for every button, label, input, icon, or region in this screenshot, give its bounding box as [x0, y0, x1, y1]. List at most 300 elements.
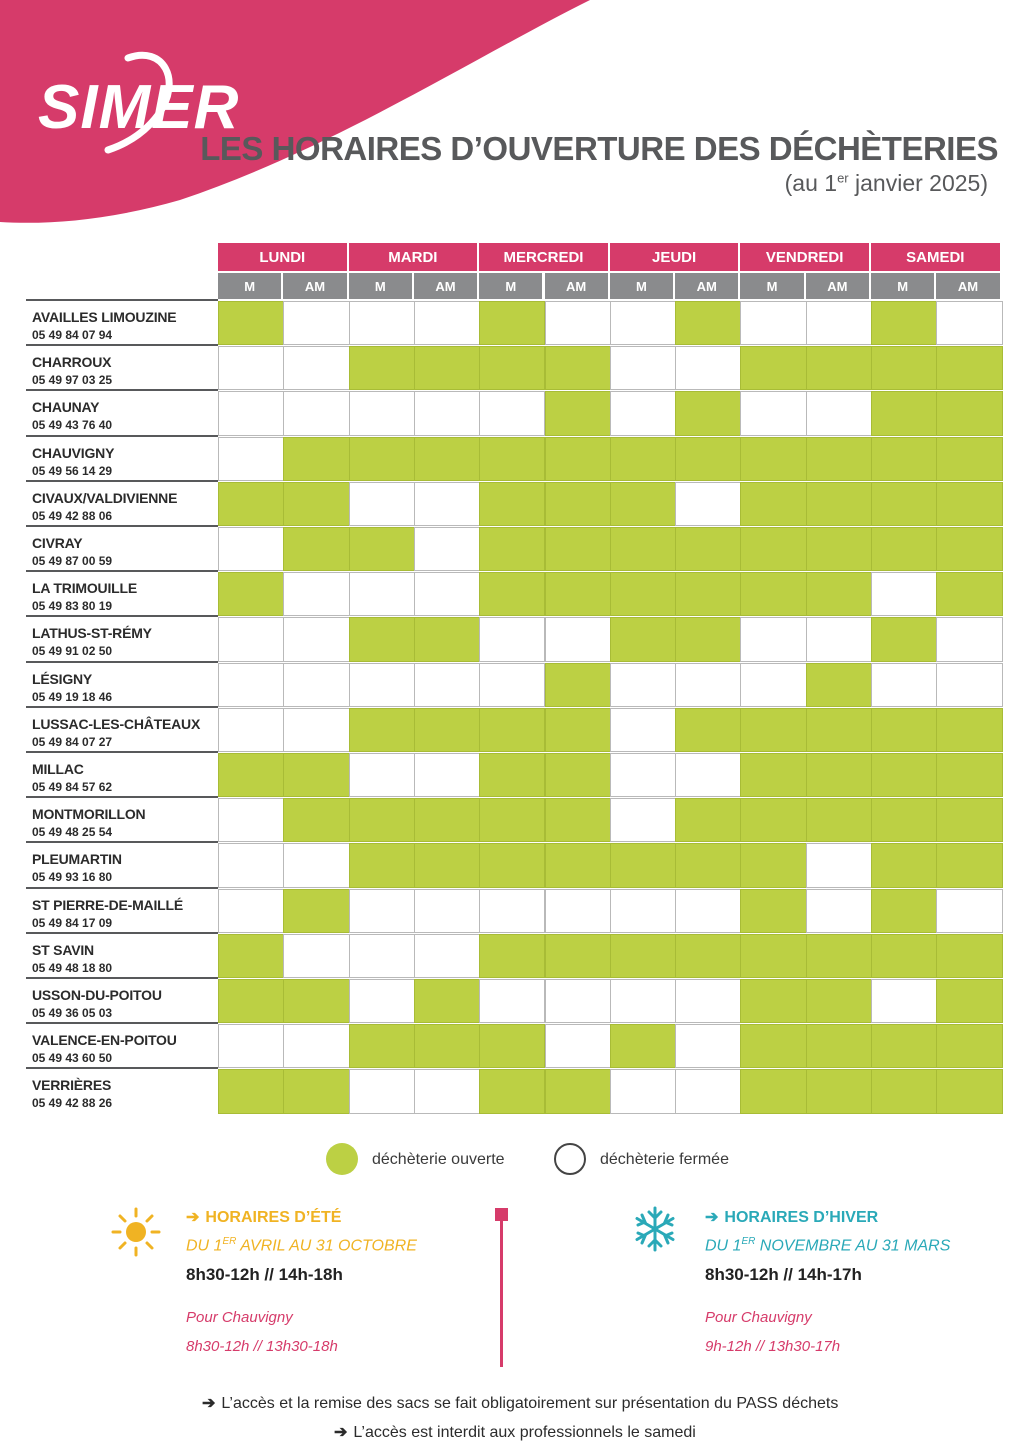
open-slot-cell	[218, 979, 284, 1023]
simer-logo: SIMER	[38, 73, 240, 142]
closed-slot-cell	[806, 301, 872, 345]
closed-slot-cell	[218, 708, 284, 752]
location-label	[26, 299, 218, 344]
closed-slot-cell	[871, 572, 937, 616]
open-slot-cell	[675, 708, 741, 752]
closed-slot-cell	[414, 301, 480, 345]
location-label	[26, 977, 218, 1022]
open-slot-cell	[479, 301, 545, 345]
open-slot-cell	[349, 527, 415, 571]
open-slot-cell	[806, 1024, 872, 1068]
open-slot-cell	[936, 437, 1002, 481]
open-slot-cell	[936, 527, 1002, 571]
location-label	[26, 796, 218, 841]
closed-slot-cell	[479, 617, 545, 661]
open-slot-cell	[675, 798, 741, 842]
open-slot-cell	[283, 527, 349, 571]
location-label	[26, 435, 218, 480]
closed-slot-cell	[610, 346, 676, 390]
closed-slot-cell	[675, 482, 741, 526]
closed-slot-cell	[936, 301, 1002, 345]
open-slot-cell	[283, 482, 349, 526]
closed-slot-cell	[283, 346, 349, 390]
open-slot-cell	[414, 617, 480, 661]
slot-header: M	[740, 273, 805, 299]
closed-slot-cell	[218, 527, 284, 571]
subtitle-prefix: (au 1	[784, 170, 838, 196]
closed-slot-cell	[414, 934, 480, 978]
open-slot-cell	[936, 798, 1002, 842]
sun-icon	[110, 1206, 162, 1258]
open-slot-cell	[740, 572, 806, 616]
open-slot-cell	[936, 843, 1002, 887]
open-slot-cell	[479, 708, 545, 752]
slot-header: M	[479, 273, 544, 299]
location-name: AVAILLES LIMOUZINE	[32, 309, 177, 325]
location-phone: 05 49 42 88 06	[32, 508, 113, 523]
open-slot-cell	[218, 1069, 284, 1113]
footer-line-2	[334, 1422, 696, 1442]
location-label	[26, 344, 218, 389]
open-slot-cell	[675, 437, 741, 481]
open-slot-cell	[806, 437, 872, 481]
location-name: CHAUVIGNY	[32, 444, 115, 461]
open-slot-cell	[479, 527, 545, 571]
closed-slot-cell	[349, 753, 415, 797]
open-slot-cell	[610, 617, 676, 661]
open-slot-cell	[806, 979, 872, 1023]
summer-dates	[186, 1236, 417, 1255]
summer-dates-prefix: DU 1	[186, 1237, 223, 1255]
location-name: CHARROUX	[32, 354, 112, 371]
location-phone: 05 49 87 00 59	[32, 554, 113, 568]
open-slot-cell	[610, 437, 676, 481]
open-slot-cell	[349, 1024, 415, 1068]
open-slot-cell	[610, 1024, 676, 1068]
open-slot-cell	[479, 572, 545, 616]
open-slot-cell	[936, 708, 1002, 752]
open-slot-cell	[283, 889, 349, 933]
closed-slot-cell	[675, 1069, 741, 1113]
location-label	[26, 1067, 218, 1112]
open-slot-cell	[349, 708, 415, 752]
open-slot-cell	[545, 572, 611, 616]
closed-slot-cell	[283, 708, 349, 752]
slot-header: M	[610, 273, 675, 299]
open-slot-cell	[740, 437, 806, 481]
location-name: CIVAUX/VALDIVIENNE	[32, 489, 178, 506]
closed-slot-cell	[218, 663, 284, 707]
open-slot-cell	[414, 346, 480, 390]
closed-slot-cell	[479, 979, 545, 1023]
closed-slot-cell	[871, 979, 937, 1023]
footer-line-1-text: L’accès et la remise des sacs se fait obligatoirement sur présentation du PASS déchets	[221, 1395, 839, 1412]
location-phone: 05 49 42 88 26	[32, 1096, 113, 1111]
closed-slot-cell	[218, 617, 284, 661]
location-phone: 05 49 83 80 19	[32, 599, 113, 614]
location-name: ST SAVIN	[32, 941, 94, 958]
location-label	[26, 932, 218, 977]
closed-slot-cell	[740, 301, 806, 345]
footer-arrow-icon-1: ➔	[202, 1395, 216, 1412]
closed-slot-cell	[283, 572, 349, 616]
footer-arrow-icon-2: ➔	[334, 1424, 348, 1441]
open-slot-cell	[936, 753, 1002, 797]
open-slot-cell	[479, 1069, 545, 1113]
winter-hours: 8h30-12h // 14h-17h	[705, 1265, 862, 1284]
open-slot-cell	[871, 301, 937, 345]
closed-slot-cell	[740, 391, 806, 435]
winter-arrow-icon: ➔	[705, 1209, 719, 1226]
location-label	[26, 706, 218, 751]
slot-header: M	[871, 273, 936, 299]
open-slot-cell	[414, 708, 480, 752]
closed-slot-cell	[936, 617, 1002, 661]
closed-slot-cell	[479, 889, 545, 933]
closed-slot-cell	[414, 527, 480, 571]
summer-dates-sup: ER	[222, 1236, 237, 1247]
open-slot-cell	[479, 843, 545, 887]
summer-title	[186, 1207, 341, 1227]
open-slot-cell	[545, 391, 611, 435]
open-slot-cell	[806, 663, 872, 707]
closed-slot-cell	[283, 391, 349, 435]
location-phone: 05 49 84 57 62	[32, 780, 113, 794]
location-phone: 05 49 48 25 54	[32, 825, 113, 840]
closed-slot-cell	[414, 572, 480, 616]
closed-slot-cell	[349, 482, 415, 526]
closed-slot-cell	[675, 753, 741, 797]
closed-slot-cell	[349, 979, 415, 1023]
closed-slot-cell	[610, 391, 676, 435]
location-name: LATHUS-ST-RÉMY	[32, 625, 152, 642]
open-slot-cell	[871, 889, 937, 933]
open-slot-cell	[806, 798, 872, 842]
slot-header: AM	[806, 273, 871, 299]
location-phone: 05 49 48 18 80	[32, 960, 113, 975]
closed-slot-cell	[610, 1069, 676, 1113]
open-slot-cell	[218, 572, 284, 616]
location-name: LUSSAC-LES-CHÂTEAUX	[32, 715, 201, 732]
legend-open-dot	[326, 1143, 358, 1175]
closed-slot-cell	[610, 889, 676, 933]
closed-slot-cell	[610, 798, 676, 842]
open-slot-cell	[479, 934, 545, 978]
location-phone: 05 49 91 02 50	[32, 644, 113, 659]
location-label	[26, 841, 218, 886]
open-slot-cell	[806, 527, 872, 571]
open-slot-cell	[740, 934, 806, 978]
closed-slot-cell	[675, 346, 741, 390]
location-label	[26, 389, 218, 434]
winter-dates-suffix: NOVEMBRE AU 31 MARS	[755, 1237, 951, 1255]
location-phone: 05 49 84 17 09	[32, 915, 113, 930]
location-name: VERRIÈRES	[32, 1077, 112, 1094]
closed-slot-cell	[806, 843, 872, 887]
day-header: MARDI	[349, 243, 480, 271]
open-slot-cell	[806, 482, 872, 526]
open-slot-cell	[545, 663, 611, 707]
open-slot-cell	[610, 934, 676, 978]
day-header: VENDREDI	[740, 243, 871, 271]
open-slot-cell	[218, 753, 284, 797]
closed-slot-cell	[479, 391, 545, 435]
open-slot-cell	[675, 572, 741, 616]
location-name: ST PIERRE-DE-MAILLÉ	[32, 896, 183, 913]
closed-slot-cell	[283, 1024, 349, 1068]
legend-closed-label: déchèterie fermée	[600, 1151, 729, 1168]
slot-header: AM	[283, 273, 348, 299]
closed-slot-cell	[349, 572, 415, 616]
open-slot-cell	[936, 346, 1002, 390]
open-slot-cell	[871, 391, 937, 435]
season-divider-cap	[495, 1208, 508, 1221]
page-subtitle	[785, 170, 988, 197]
open-slot-cell	[806, 1069, 872, 1113]
open-slot-cell	[740, 482, 806, 526]
open-slot-cell	[871, 934, 937, 978]
location-phone: 05 49 84 07 27	[32, 734, 113, 749]
footer-line-2-text: L’accès est interdit aux professionnels le samedi	[353, 1424, 696, 1441]
winter-title	[705, 1207, 878, 1227]
location-label	[26, 1022, 218, 1067]
closed-slot-cell	[283, 843, 349, 887]
closed-slot-cell	[936, 889, 1002, 933]
slot-header: AM	[936, 273, 1001, 299]
open-slot-cell	[218, 482, 284, 526]
location-name: VALENCE-EN-POITOU	[32, 1032, 177, 1049]
day-header: JEUDI	[610, 243, 741, 271]
open-slot-cell	[871, 1069, 937, 1113]
location-label	[26, 661, 218, 706]
open-slot-cell	[871, 617, 937, 661]
open-slot-cell	[675, 617, 741, 661]
open-slot-cell	[414, 1024, 480, 1068]
location-name: MILLAC	[32, 761, 84, 777]
location-label	[26, 751, 218, 796]
open-slot-cell	[545, 482, 611, 526]
open-slot-cell	[349, 437, 415, 481]
winter-note-label: Pour Chauvigny	[705, 1309, 812, 1326]
summer-hours: 8h30-12h // 14h-18h	[186, 1265, 343, 1284]
closed-slot-cell	[806, 391, 872, 435]
location-label	[26, 480, 218, 525]
open-slot-cell	[675, 934, 741, 978]
location-phone: 05 49 84 07 94	[32, 328, 113, 342]
location-label	[26, 887, 218, 932]
winter-title-text: HORAIRES D’HIVER	[724, 1209, 879, 1226]
open-slot-cell	[871, 437, 937, 481]
summer-title-text: HORAIRES D’ÉTÉ	[205, 1209, 342, 1226]
open-slot-cell	[936, 391, 1002, 435]
open-slot-cell	[740, 889, 806, 933]
closed-slot-cell	[218, 1024, 284, 1068]
closed-slot-cell	[610, 663, 676, 707]
closed-slot-cell	[675, 1024, 741, 1068]
open-slot-cell	[414, 979, 480, 1023]
closed-slot-cell	[218, 391, 284, 435]
open-slot-cell	[545, 346, 611, 390]
closed-slot-cell	[349, 301, 415, 345]
day-header: SAMEDI	[871, 243, 1002, 271]
open-slot-cell	[610, 843, 676, 887]
closed-slot-cell	[349, 663, 415, 707]
legend-closed-dot	[554, 1143, 586, 1175]
open-slot-cell	[545, 1069, 611, 1113]
open-slot-cell	[936, 1024, 1002, 1068]
location-phone: 05 49 43 76 40	[32, 418, 113, 433]
open-slot-cell	[283, 979, 349, 1023]
open-slot-cell	[610, 572, 676, 616]
summer-dates-suffix: AVRIL AU 31 OCTOBRE	[236, 1237, 417, 1255]
open-slot-cell	[936, 482, 1002, 526]
open-slot-cell	[283, 753, 349, 797]
day-header: LUNDI	[218, 243, 349, 271]
open-slot-cell	[871, 753, 937, 797]
closed-slot-cell	[610, 979, 676, 1023]
closed-slot-cell	[218, 889, 284, 933]
open-slot-cell	[349, 798, 415, 842]
closed-slot-cell	[675, 889, 741, 933]
closed-slot-cell	[218, 843, 284, 887]
closed-slot-cell	[414, 889, 480, 933]
open-slot-cell	[740, 1069, 806, 1113]
closed-slot-cell	[283, 301, 349, 345]
location-label	[26, 615, 218, 660]
open-slot-cell	[675, 527, 741, 571]
open-slot-cell	[479, 798, 545, 842]
open-slot-cell	[283, 1069, 349, 1113]
subtitle-sup: er	[837, 170, 849, 186]
open-slot-cell	[871, 798, 937, 842]
closed-slot-cell	[414, 391, 480, 435]
closed-slot-cell	[675, 979, 741, 1023]
location-phone: 05 49 93 16 80	[32, 870, 113, 885]
closed-slot-cell	[218, 437, 284, 481]
closed-slot-cell	[479, 663, 545, 707]
open-slot-cell	[283, 437, 349, 481]
open-slot-cell	[936, 572, 1002, 616]
legend-open-label: déchèterie ouverte	[372, 1151, 505, 1168]
open-slot-cell	[545, 753, 611, 797]
open-slot-cell	[936, 934, 1002, 978]
location-label	[26, 525, 218, 570]
season-divider	[500, 1212, 503, 1367]
summer-arrow-icon: ➔	[186, 1209, 200, 1226]
open-slot-cell	[871, 1024, 937, 1068]
location-label	[26, 570, 218, 615]
open-slot-cell	[545, 437, 611, 481]
open-slot-cell	[610, 482, 676, 526]
winter-dates	[705, 1236, 950, 1255]
open-slot-cell	[545, 527, 611, 571]
open-slot-cell	[806, 708, 872, 752]
open-slot-cell	[806, 753, 872, 797]
closed-slot-cell	[545, 617, 611, 661]
closed-slot-cell	[218, 346, 284, 390]
open-slot-cell	[740, 798, 806, 842]
closed-slot-cell	[349, 889, 415, 933]
slot-header: AM	[414, 273, 479, 299]
closed-slot-cell	[740, 617, 806, 661]
open-slot-cell	[675, 843, 741, 887]
closed-slot-cell	[545, 979, 611, 1023]
closed-slot-cell	[283, 934, 349, 978]
open-slot-cell	[871, 527, 937, 571]
closed-slot-cell	[349, 1069, 415, 1113]
closed-slot-cell	[545, 889, 611, 933]
open-slot-cell	[545, 843, 611, 887]
location-name: CIVRAY	[32, 535, 83, 551]
open-slot-cell	[675, 391, 741, 435]
open-slot-cell	[871, 843, 937, 887]
footer-line-1	[202, 1393, 838, 1413]
closed-slot-cell	[283, 663, 349, 707]
open-slot-cell	[218, 934, 284, 978]
closed-slot-cell	[414, 1069, 480, 1113]
open-slot-cell	[479, 1024, 545, 1068]
open-slot-cell	[545, 934, 611, 978]
closed-slot-cell	[545, 1024, 611, 1068]
location-phone: 05 49 36 05 03	[32, 1006, 113, 1020]
location-name: USSON-DU-POITOU	[32, 987, 162, 1003]
open-slot-cell	[479, 437, 545, 481]
location-name: LA TRIMOUILLE	[32, 580, 137, 597]
day-header: MERCREDI	[479, 243, 610, 271]
open-slot-cell	[414, 798, 480, 842]
open-slot-cell	[740, 979, 806, 1023]
location-name: MONTMORILLON	[32, 806, 146, 823]
subtitle-suffix: janvier 2025)	[848, 170, 988, 196]
open-slot-cell	[283, 798, 349, 842]
open-slot-cell	[479, 346, 545, 390]
open-slot-cell	[218, 301, 284, 345]
open-slot-cell	[349, 617, 415, 661]
winter-dates-prefix: DU 1	[705, 1237, 742, 1255]
closed-slot-cell	[610, 753, 676, 797]
location-phone: 05 49 56 14 29	[32, 463, 113, 478]
closed-slot-cell	[349, 391, 415, 435]
open-slot-cell	[871, 482, 937, 526]
location-name: LÉSIGNY	[32, 670, 93, 687]
closed-slot-cell	[610, 708, 676, 752]
slot-header: AM	[675, 273, 740, 299]
closed-slot-cell	[283, 617, 349, 661]
open-slot-cell	[545, 708, 611, 752]
open-slot-cell	[610, 527, 676, 571]
slot-header: AM	[545, 273, 610, 299]
location-phone: 05 49 43 60 50	[32, 1051, 113, 1066]
open-slot-cell	[349, 346, 415, 390]
open-slot-cell	[545, 798, 611, 842]
open-slot-cell	[936, 979, 1002, 1023]
closed-slot-cell	[414, 753, 480, 797]
open-slot-cell	[936, 1069, 1002, 1113]
closed-slot-cell	[936, 663, 1002, 707]
slot-header: M	[218, 273, 283, 299]
open-slot-cell	[740, 346, 806, 390]
open-slot-cell	[806, 934, 872, 978]
closed-slot-cell	[871, 663, 937, 707]
closed-slot-cell	[806, 889, 872, 933]
open-slot-cell	[675, 301, 741, 345]
open-slot-cell	[740, 708, 806, 752]
open-slot-cell	[740, 527, 806, 571]
winter-note-hours: 9h-12h // 13h30-17h	[705, 1338, 841, 1355]
closed-slot-cell	[675, 663, 741, 707]
location-phone: 05 49 97 03 25	[32, 373, 113, 388]
summer-note-hours: 8h30-12h // 13h30-18h	[186, 1338, 338, 1355]
